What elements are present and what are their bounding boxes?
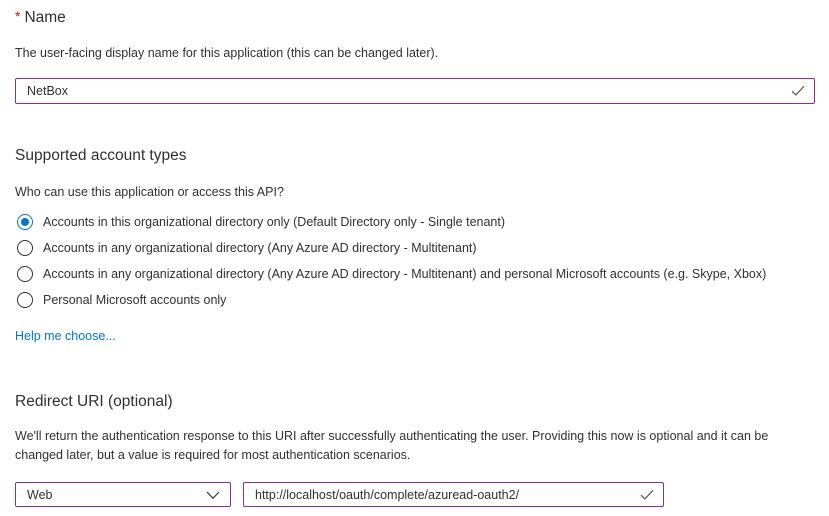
redirect-uri-title: Redirect URI (optional) <box>15 393 173 410</box>
radio-button-icon <box>17 214 33 230</box>
valid-check-icon <box>791 86 805 97</box>
radio-multitenant[interactable] <box>15 235 815 261</box>
required-asterisk: * <box>15 8 21 24</box>
redirect-uri-input[interactable] <box>244 483 663 506</box>
valid-check-icon <box>640 489 654 500</box>
radio-button-icon <box>17 240 33 256</box>
help-me-choose-link[interactable]: Help me choose... <box>15 329 116 343</box>
radio-button-icon <box>17 266 33 282</box>
platform-select-value: Web <box>27 487 53 502</box>
name-title-text: Name <box>24 9 66 26</box>
radio-multitenant-personal[interactable] <box>15 261 815 287</box>
radio-label: Personal Microsoft accounts only <box>43 293 227 307</box>
account-types-question: Who can use this application or access this API? <box>15 185 284 199</box>
account-types-radio-group <box>15 209 815 313</box>
name-section-title <box>15 6 815 28</box>
radio-personal-only[interactable] <box>15 287 815 313</box>
name-description: The user-facing display name for this application (this can be changed later). <box>15 46 439 60</box>
radio-label: Accounts in any organizational directory (Any Azure AD directory - Multitenant) <box>43 241 477 255</box>
name-input[interactable] <box>16 79 814 103</box>
name-input-box <box>15 78 815 104</box>
redirect-uri-description: We'll return the authentication response to this URI after successfully authenticating the user. Providing this now is optional and it can be changed later, but a value is required for most authentication scenarios. <box>15 429 769 462</box>
redirect-uri-input-box <box>243 482 664 507</box>
radio-single-tenant[interactable] <box>15 209 815 235</box>
radio-label: Accounts in this organizational directory only (Default Directory only - Single tenant) <box>43 215 506 229</box>
account-types-title: Supported account types <box>15 147 187 164</box>
platform-select[interactable] <box>15 482 231 507</box>
radio-button-icon <box>17 292 33 308</box>
redirect-uri-row <box>15 482 815 507</box>
chevron-down-icon <box>206 491 220 500</box>
radio-label: Accounts in any organizational directory (Any Azure AD directory - Multitenant) and personal Microsoft accounts (e.g. Skype, Xbox) <box>43 267 767 281</box>
